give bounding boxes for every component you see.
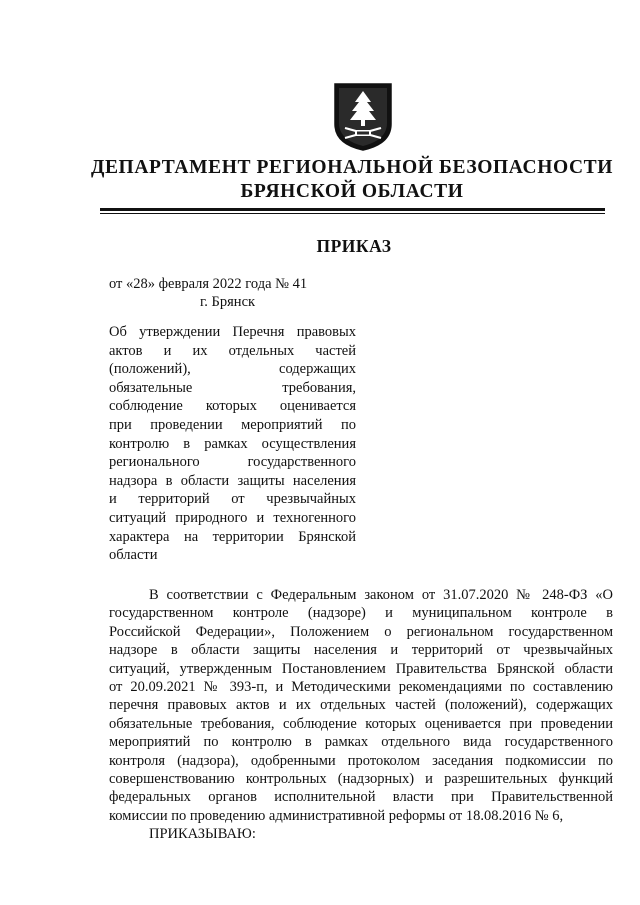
department-name-line1: ДЕПАРТАМЕНТ РЕГИОНАЛЬНОЙ БЕЗОПАСНОСТИ [90,157,614,178]
body-line: надзоре в области защиты населения и территорий от чрезвычайных [109,642,613,659]
body-line: мероприятий по контролю в рамках отдельного вида государственного [109,734,613,751]
order-date: от «28» февраля 2022 года № 41 [109,276,308,292]
subject-line: области [109,547,158,564]
bryansk-coat-of-arms-icon [331,80,395,152]
subject-line: и территорий от чрезвычайных [109,491,356,508]
body-line: комиссии по проведению административной реформы от 18.08.2016 № 6, [109,807,564,824]
subject-line: характера на территории Брянской [109,528,356,545]
body-line: В соответствии с Федеральным законом от 31.07.2020 № 248-ФЗ «О [149,587,613,603]
document-title: ПРИКАЗ [316,236,392,256]
body-line: перечня правовых актов и их отдельных частей (положений), содержащих [109,697,613,714]
decree-word: ПРИКАЗЫВАЮ: [149,826,256,842]
header-divider-thin [100,213,605,214]
header-divider-thick [100,208,605,211]
body-line: обязательные требования, соблюдение которых оценивается при проведении [109,715,613,732]
body-paragraph [109,586,613,825]
body-line: государственном контроле (надзоре) и муниципальном контроле в [109,605,613,622]
subject-line: надзора в области защиты населения [109,472,356,489]
body-line: ситуаций, утвержденным Постановлением Правительства Брянской области [109,660,613,677]
order-city: г. Брянск [200,294,256,310]
subject-line: (положений), содержащих [109,361,356,378]
body-line: Российской Федерации», Положением о региональном государственном [109,623,613,640]
subject-line: ситуаций природного и техногенного [109,509,356,526]
order-subject [109,323,356,565]
subject-line: соблюдение которых оценивается [109,398,356,415]
body-line: федеральных органов исполнительной власти при Правительственной [109,789,613,806]
subject-line: контролю в рамках осуществления [109,435,356,452]
subject-line: регионального государственного [109,454,356,471]
body-line: от 20.09.2021 № 393-п, и Методическими рекомендациями по составлению [109,678,613,695]
subject-line: актов и их отдельных частей [109,342,356,359]
subject-line: при проведении мероприятий по [109,416,356,433]
body-line: контроля (надзора), одобренными протоколом заседания подкомиссии по [109,752,613,769]
department-name-line2: БРЯНСКОЙ ОБЛАСТИ [240,181,464,202]
subject-line: обязательные требования, [109,379,356,396]
subject-line: Об утверждении Перечня правовых [109,324,356,340]
body-line: совершенствованию контрольных (надзорных) и разрешительных функций [109,770,613,787]
